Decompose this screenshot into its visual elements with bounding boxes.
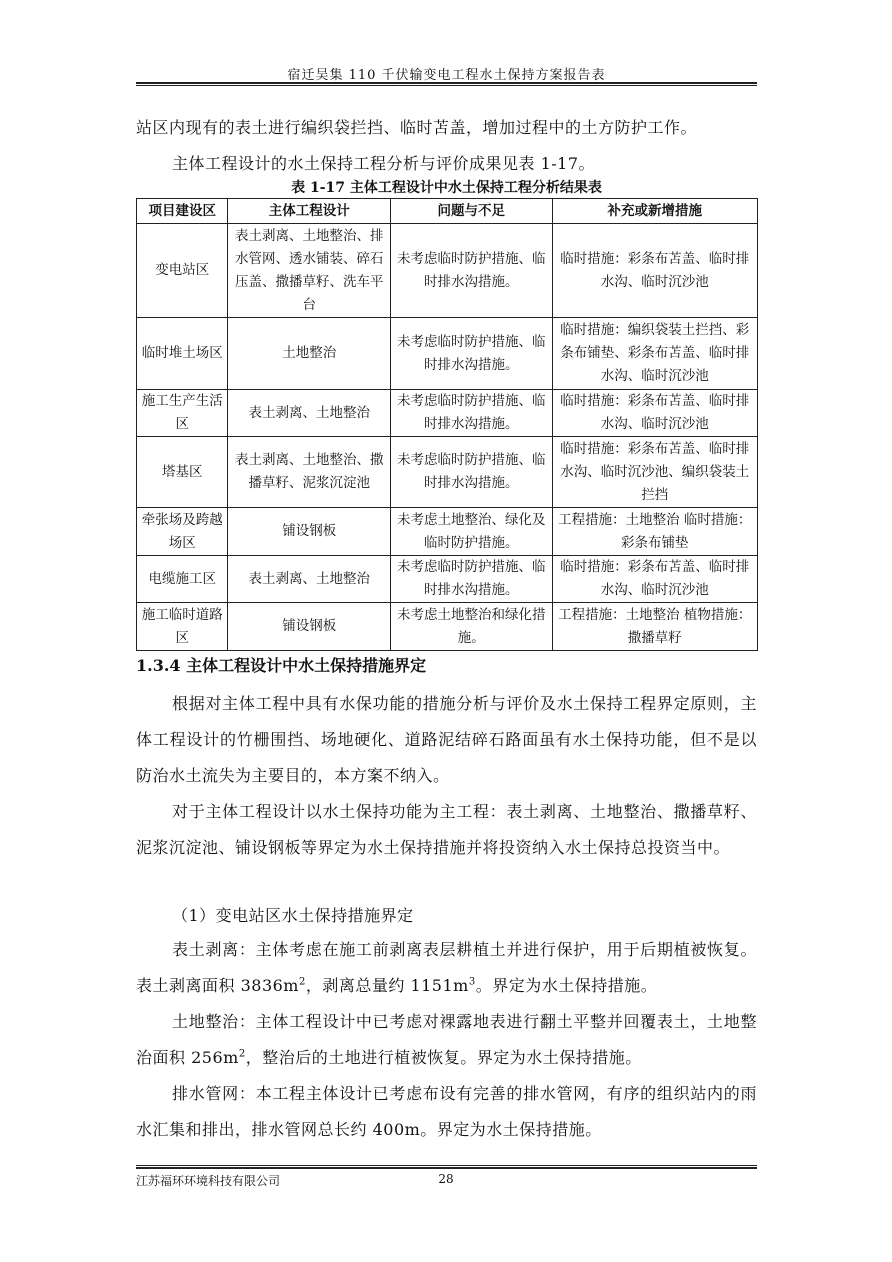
cell-area: 施工临时道路区 [137,603,228,651]
table-row [137,556,758,603]
cell-issue: 未考虑临时防护措施、临时排水沟措施。 [390,318,552,390]
cell-issue: 未考虑土地整治和绿化措施。 [390,603,552,651]
topsoil-area-unit-superscript: 2 [298,976,306,988]
cell-design: 铺设钢板 [228,603,391,651]
table-header-row [137,199,758,224]
intro-paragraph-2: 主体工程设计的水土保持工程分析与评价成果见表 1-17。 [172,154,596,173]
cell-design: 土地整治 [228,318,391,390]
land-area-unit-superscript: 2 [238,1048,246,1060]
topsoil-text-a: 表土剥离：主体考虑在施工前剥离表层耕植土并进行保护，用于后期植被恢复。表土剥离面积 3836m [136,940,757,995]
section-paragraph-land-remediation [136,1004,757,1076]
table-row [137,508,758,556]
table-row [137,224,758,318]
table-caption: 表 1-17 主体工程设计中水土保持工程分析结果表 [291,180,602,196]
header-rule [136,82,757,86]
intro-paragraph-1: 站区内现有的表土进行编织袋拦挡、临时苫盖，增加过程中的土方防护工作。 [136,118,698,137]
page-number: 28 [438,1172,454,1186]
cell-issue: 未考虑临时防护措施、临时排水沟措施。 [390,437,552,508]
cell-measures: 临时措施：彩条布苫盖、临时排水沟、临时沉沙池 [552,224,757,318]
cell-measures: 临时措施：彩条布苫盖、临时排水沟、临时沉沙池 [552,556,757,603]
footer-rule [136,1165,757,1169]
section-paragraph-1: 根据对主体工程中具有水保功能的措施分析与评价及水土保持工程界定原则，主体工程设计的竹栅围挡、场地硬化、道路泥结碎石路面虽有水土保持功能，但不是以防治水土流失为主要目的，本方案不纳入。 [136,694,757,785]
cell-design: 表土剥离、土地整治 [228,556,391,603]
cell-measures: 工程措施：土地整治 临时措施：彩条布铺垫 [552,508,757,556]
topsoil-volume-unit-superscript: 3 [468,976,476,988]
land-text-a: 土地整治：主体工程设计中已考虑对裸露地表进行翻土平整并回覆表土，土地整治面积 256m [136,1012,757,1067]
cell-area: 施工生产生活区 [137,390,228,437]
cell-issue: 未考虑临时防护措施、临时排水沟措施。 [390,224,552,318]
cell-issue: 未考虑临时防护措施、临时排水沟措施。 [390,390,552,437]
section-paragraph-2: 对于主体工程设计以水土保持功能为主工程：表土剥离、土地整治、撒播草籽、泥浆沉淀池、铺设钢板等界定为水土保持措施并将投资纳入水土保持总投资当中。 [136,802,757,857]
cell-design: 铺设钢板 [228,508,391,556]
section-heading: 1.3.4 主体工程设计中水土保持措施界定 [136,656,427,675]
cell-design: 表土剥离、土地整治、排水管网、透水铺装、碎石压盖、撒播草籽、洗车平台 [228,224,391,318]
table-row [137,390,758,437]
cell-design: 表土剥离、土地整治 [228,390,391,437]
section-paragraph-drainage: 排水管网：本工程主体设计已考虑布设有完善的排水管网，有序的组织站内的雨水汇集和排出，排水管网总长约 400m。界定为水土保持措施。 [136,1084,757,1139]
cell-issue: 未考虑临时防护措施、临时排水沟措施。 [390,556,552,603]
cell-area: 牵张场及跨越场区 [137,508,228,556]
land-text-b: ，整治后的土地进行植被恢复。界定为水土保持措施。 [245,1048,642,1067]
header-cell-measures: 补充或新增措施 [552,199,757,224]
cell-issue: 未考虑土地整治、绿化及临时防护措施。 [390,508,552,556]
footer-company: 江苏福环环境科技有限公司 [136,1174,281,1188]
cell-area: 临时堆土场区 [137,318,228,390]
topsoil-text-b: ，剥离总量约 1151m [305,976,469,995]
cell-area: 变电站区 [137,224,228,318]
analysis-table [136,198,758,651]
cell-measures: 临时措施：彩条布苫盖、临时排水沟、临时沉沙池、编织袋装土拦挡 [552,437,757,508]
cell-design: 表土剥离、土地整治、撒播草籽、泥浆沉淀池 [228,437,391,508]
cell-area: 塔基区 [137,437,228,508]
cell-measures: 工程措施：土地整治 植物措施：撒播草籽 [552,603,757,651]
topsoil-text-c: 。界定为水土保持措施。 [475,976,658,995]
table-row [137,437,758,508]
header-cell-area: 项目建设区 [137,199,228,224]
cell-area: 电缆施工区 [137,556,228,603]
subsection-heading: （1）变电站区水土保持措施界定 [172,906,414,925]
header-cell-design: 主体工程设计 [228,199,391,224]
table-row [137,318,758,390]
cell-measures: 临时措施：编织袋装土拦挡、彩条布铺垫、彩条布苫盖、临时排水沟、临时沉沙池 [552,318,757,390]
section-paragraph-topsoil [136,932,757,1004]
table-row [137,603,758,651]
cell-measures: 临时措施：彩条布苫盖、临时排水沟、临时沉沙池 [552,390,757,437]
header-cell-issue: 问题与不足 [390,199,552,224]
page-header-title: 宿迁吴集 110 千伏输变电工程水土保持方案报告表 [287,68,606,83]
